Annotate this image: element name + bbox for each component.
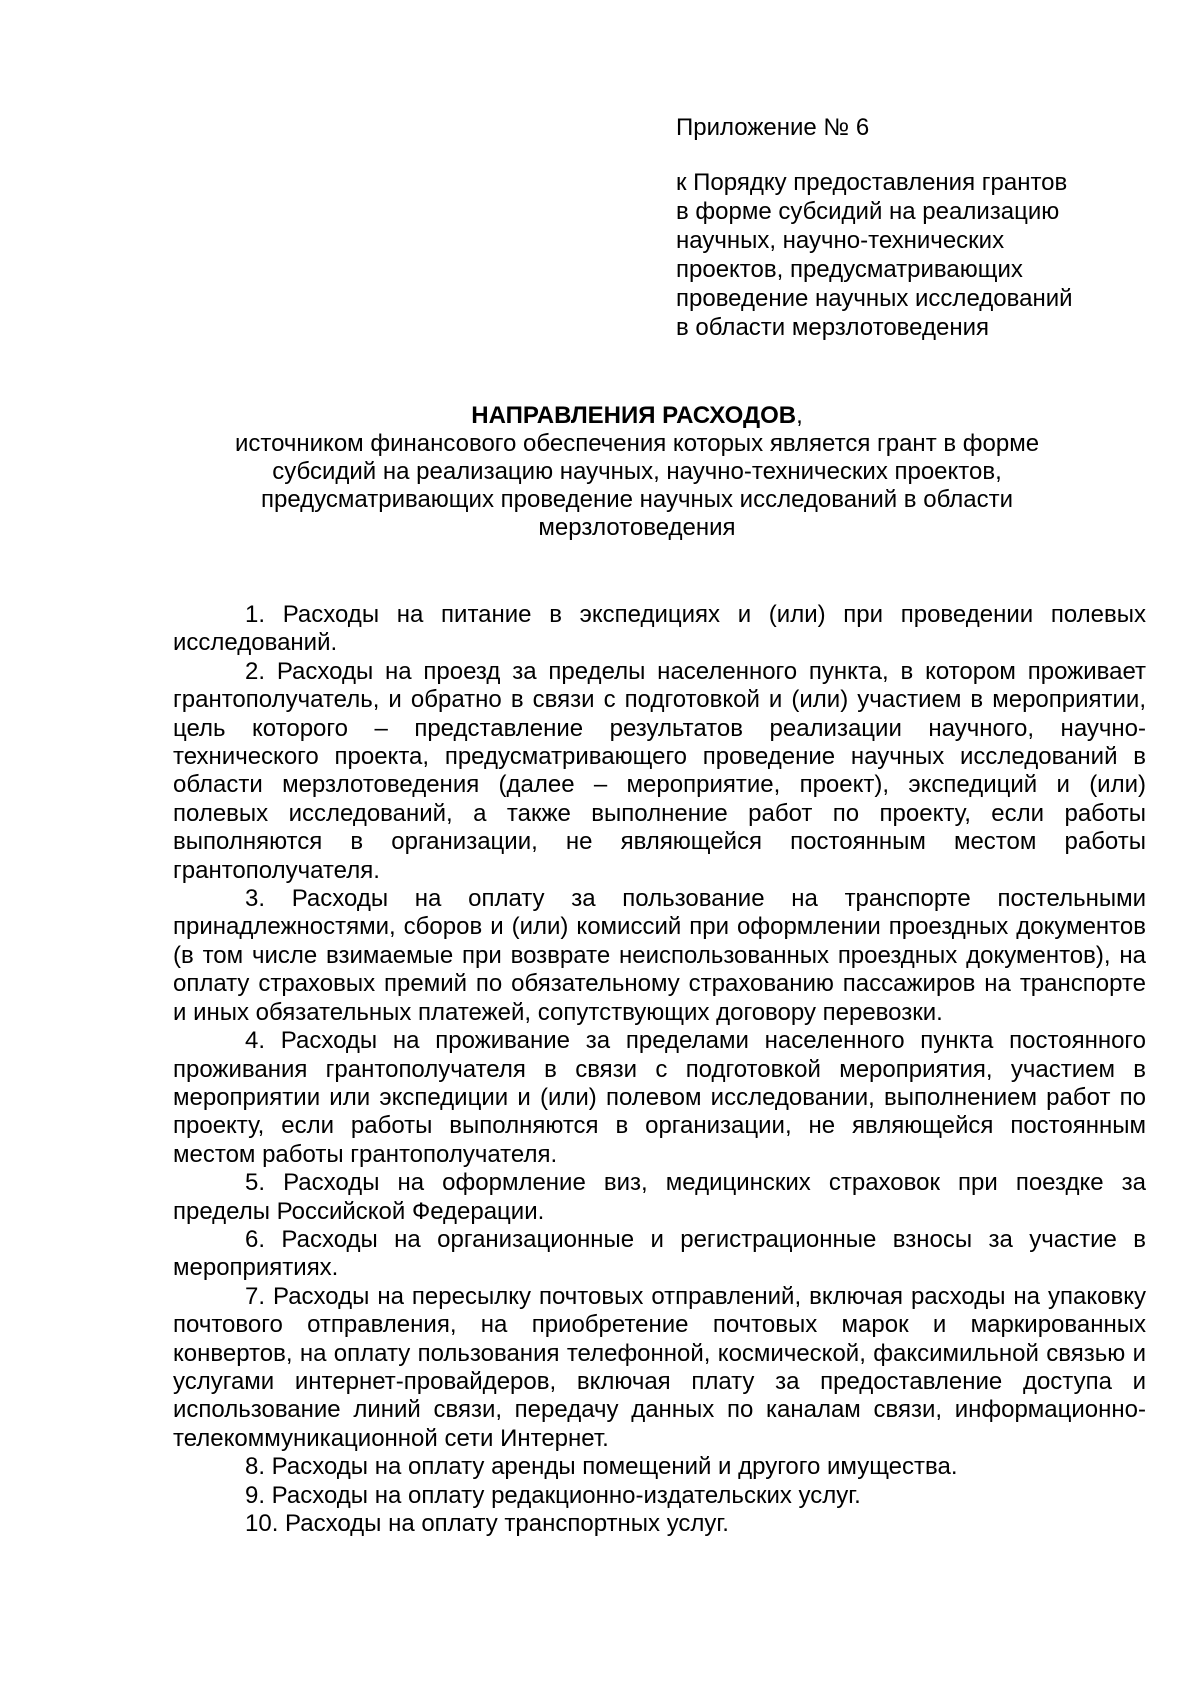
expense-list <box>173 601 1146 1538</box>
appendix-block <box>676 113 1146 342</box>
appendix-number: Приложение № 6 <box>676 114 870 141</box>
list-item: 1. Расходы на питание в экспедициях и (или) при проведении полевых исследований. <box>173 601 1146 657</box>
list-item: 9. Расходы на оплату редакционно-издательских услуг. <box>245 1481 861 1509</box>
list-item: 4. Расходы на проживание за пределами населенного пункта постоянного проживания грантополучателя в связи с подготовкой мероприятия, участием в мероприятии или экспедиции и (или) полевом исследовании, выполнением работ по проекту, если работы выполняются в организации, не являющейся постоянным местом работы грантополучателя. <box>173 1027 1146 1168</box>
list-item: 8. Расходы на оплату аренды помещений и другого имущества. <box>245 1453 958 1481</box>
document-title-suffix: , <box>796 402 803 429</box>
document-subtitle: источником финансового обеспечения которых является грант в форме субсидий на реализацию научных, научно-технических проектов, предусматривающих проведение научных исследований в области мерзлотоведения <box>234 430 1040 541</box>
list-item: 6. Расходы на организационные и регистрационные взносы за участие в мероприятиях. <box>173 1225 1146 1282</box>
appendix-reference: к Порядку предоставления грантов в форме субсидий на реализацию научных, научно-технических проектов, предусматривающих проведение научных исследований в области мерзлотоведения <box>676 169 1073 341</box>
list-item: 3. Расходы на оплату за пользование на транспорте постельными принадлежностями, сборов и (или) комиссий при оформлении проездных документов (в том числе взимаемые при возврате неиспользованных проездных документов), на оплату страховых премий по обязательному страхованию пассажиров на транспорте и иных обязательных платежей, сопутствующих договору перевозки. <box>173 885 1146 1026</box>
list-item: 5. Расходы на оформление виз, медицинских страховок при поездке за пределы Российской Федерации. <box>173 1169 1146 1225</box>
document-title: НАПРАВЛЕНИЯ РАСХОДОВ <box>471 402 797 429</box>
list-item: 7. Расходы на пересылку почтовых отправлений, включая расходы на упаковку почтового отправления, на приобретение почтовых марок и маркированных конвертов, на оплату пользования телефонной, космической, факсимильной связью и услугами интернет-провайдеров, включая плату за предоставление доступа и использование линий связи, передачу данных по каналам связи, информационно-телекоммуникационной сети Интернет. <box>173 1282 1146 1452</box>
document-title-line <box>174 402 1100 430</box>
list-item: 2. Расходы на проезд за пределы населенного пункта, в котором проживает грантополучатель, и обратно в связи с подготовкой и (или) участием в мероприятии, цель которого – представление результатов реализации научного, научно-технического проекта, предусматривающего проведение научных исследований в области мерзлотоведения (далее – мероприятие, проект), экспедиций и (или) полевых исследований, а также выполнение работ по проекту, если работы выполняются в организации, не являющейся постоянным местом работы грантополучателя. <box>173 657 1146 884</box>
document-heading <box>174 402 1100 542</box>
list-item: 10. Расходы на оплату транспортных услуг. <box>245 1510 729 1537</box>
